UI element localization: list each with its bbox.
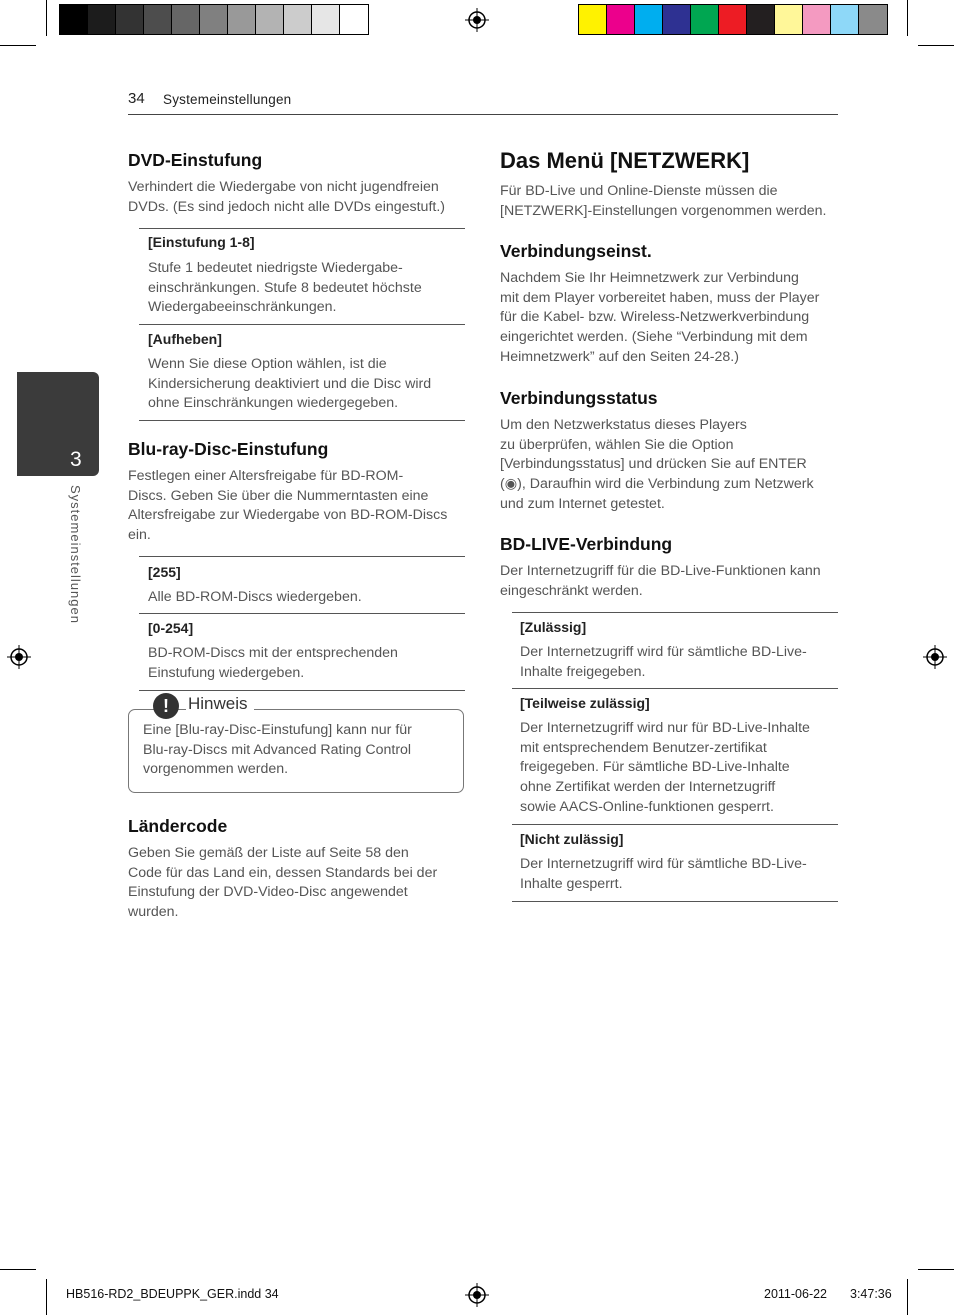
crop-mark xyxy=(0,45,36,46)
option-label: [Aufheben] xyxy=(148,331,222,347)
registration-mark-icon xyxy=(465,1283,489,1307)
color-swatch xyxy=(88,5,116,34)
connection-status-text: Um den Netzwerkstatus dieses Players zu überprüfen, wählen Sie die Option [Verbindungsstatus] und drücken Sie auf ENTER (◉), Daraufhin wird die Verbindung zum Netzwerk und zum Internet getestet. xyxy=(500,417,814,512)
running-head: Systemeinstellungen xyxy=(163,92,292,107)
option-rule xyxy=(512,824,838,825)
option-rule xyxy=(512,688,838,689)
color-swatch xyxy=(579,5,607,34)
color-swatch xyxy=(256,5,284,34)
option-description: Der Internetzugriff wird für sämtliche BD-Live- Inhalte gesperrt. xyxy=(520,856,807,892)
option-rule xyxy=(139,690,465,691)
dvd-rating-heading: DVD-Einstufung xyxy=(128,150,263,170)
note-label: Hinweis xyxy=(186,694,254,714)
color-swatch xyxy=(607,5,635,34)
network-menu-title: Das Menü [NETZWERK] xyxy=(500,148,750,173)
network-intro: Für BD-Live und Online-Dienste müssen die [NETZWERK]-Einstellungen vorgenommen werden. xyxy=(500,183,827,219)
color-swatch xyxy=(663,5,691,34)
option-description: BD-ROM-Discs mit der entsprechenden Einstufung wiedergeben. xyxy=(148,645,398,681)
header-rule xyxy=(128,114,838,115)
color-swatch xyxy=(228,5,256,34)
color-swatch xyxy=(803,5,831,34)
option-label: [Nicht zulässig] xyxy=(520,831,624,847)
bdlive-heading: BD-LIVE-Verbindung xyxy=(500,534,673,554)
option-label: [255] xyxy=(148,564,181,580)
option-rule xyxy=(139,613,465,614)
chapter-label: Systemeinstellungen xyxy=(68,485,83,624)
color-swatch xyxy=(144,5,172,34)
dvd-rating-intro: Verhindert die Wiedergabe von nicht jugendfreien DVDs. (Es sind jedoch nicht alle DVDs eingestuft.) xyxy=(128,179,445,215)
color-swatch xyxy=(831,5,859,34)
exclamation-icon: ! xyxy=(153,693,179,719)
page-number: 34 xyxy=(128,90,145,107)
chapter-number: 3 xyxy=(70,448,82,471)
color-swatch xyxy=(312,5,340,34)
option-rule xyxy=(139,420,465,421)
color-swatch xyxy=(859,5,887,34)
crop-mark xyxy=(46,1279,47,1315)
color-swatch xyxy=(60,5,88,34)
bluray-rating-intro: Festlegen einer Altersfreigabe für BD-ROM- Discs. Geben Sie über die Nummerntasten eine Altersfreigabe zur Wiedergabe von BD-ROM-Discs ein. xyxy=(128,468,448,544)
bdlive-intro: Der Internetzugriff für die BD-Live-Funktionen kann eingeschränkt werden. xyxy=(500,563,821,599)
color-swatch-bar xyxy=(578,4,888,35)
option-label: [Zulässig] xyxy=(520,619,587,635)
crop-mark xyxy=(0,1269,36,1270)
footer-filename: HB516-RD2_BDEUPPK_GER.indd 34 xyxy=(66,1287,279,1301)
country-code-text: Geben Sie gemäß der Liste auf Seite 58 den Code für das Land ein, dessen Standards bei der Einstufung der DVD-Video-Disc angewendet wurden. xyxy=(128,845,438,921)
option-label: [Teilweise zulässig] xyxy=(520,695,650,711)
color-swatch xyxy=(340,5,368,34)
color-swatch xyxy=(691,5,719,34)
color-swatch xyxy=(284,5,312,34)
registration-mark-icon xyxy=(7,645,31,669)
option-description: Stufe 1 bedeutet niedrigste Wiedergabe- einschränkungen. Stufe 8 bedeutet höchste Wiedergabeeinschränkungen. xyxy=(148,260,422,316)
crop-mark xyxy=(918,45,954,46)
option-label: [Einstufung 1-8] xyxy=(148,234,255,250)
color-swatch xyxy=(200,5,228,34)
connection-settings-text: Nachdem Sie Ihr Heimnetzwerk zur Verbindung mit dem Player vorbereitet haben, muss der Player für die Kabel- bzw. Wireless-Netzwerkverbindung eingerichtet werden. (Siehe “Verbindung mit dem Heimnetzwerk” auf den Seiten 24-28.) xyxy=(500,270,820,365)
option-rule xyxy=(139,556,465,557)
color-swatch xyxy=(775,5,803,34)
connection-settings-heading: Verbindungseinst. xyxy=(500,241,652,261)
note-text: Eine [Blu-ray-Disc-Einstufung] kann nur für Blu-ray-Discs mit Advanced Rating Control vorgenommen werden. xyxy=(143,722,412,778)
registration-mark-icon xyxy=(923,645,947,669)
color-swatch xyxy=(635,5,663,34)
color-swatch xyxy=(747,5,775,34)
option-description: Wenn Sie diese Option wählen, ist die Kindersicherung deaktiviert und die Disc wird ohne Einschränkungen wiedergegeben. xyxy=(148,356,432,412)
crop-mark xyxy=(907,0,908,36)
footer-time: 3:47:36 xyxy=(850,1287,892,1301)
chapter-tab xyxy=(17,372,99,476)
connection-status-heading: Verbindungsstatus xyxy=(500,388,658,408)
option-rule xyxy=(139,228,465,229)
option-label: [0-254] xyxy=(148,620,194,636)
option-description: Alle BD-ROM-Discs wiedergeben. xyxy=(148,589,362,605)
option-rule xyxy=(139,324,465,325)
footer-date: 2011-06-22 xyxy=(764,1287,828,1301)
country-code-heading: Ländercode xyxy=(128,816,228,836)
color-swatch xyxy=(719,5,747,34)
color-swatch xyxy=(172,5,200,34)
registration-mark-icon xyxy=(465,8,489,32)
bluray-rating-heading: Blu-ray-Disc-Einstufung xyxy=(128,439,329,459)
option-rule xyxy=(512,612,838,613)
option-rule xyxy=(512,901,838,902)
crop-mark xyxy=(907,1279,908,1315)
option-description: Der Internetzugriff wird nur für BD-Live-Inhalte mit entsprechendem Benutzer-zertifikat freigegeben. Für sämtliche BD-Live-Inhalte ohne Zertifikat werden der Internetzugriff sowie AACS-Online-funktionen gesperrt. xyxy=(520,720,810,815)
gray-swatch-bar xyxy=(59,4,369,35)
option-description: Der Internetzugriff wird für sämtliche BD-Live- Inhalte freigegeben. xyxy=(520,644,807,680)
crop-mark xyxy=(46,0,47,36)
color-swatch xyxy=(116,5,144,34)
crop-mark xyxy=(918,1269,954,1270)
